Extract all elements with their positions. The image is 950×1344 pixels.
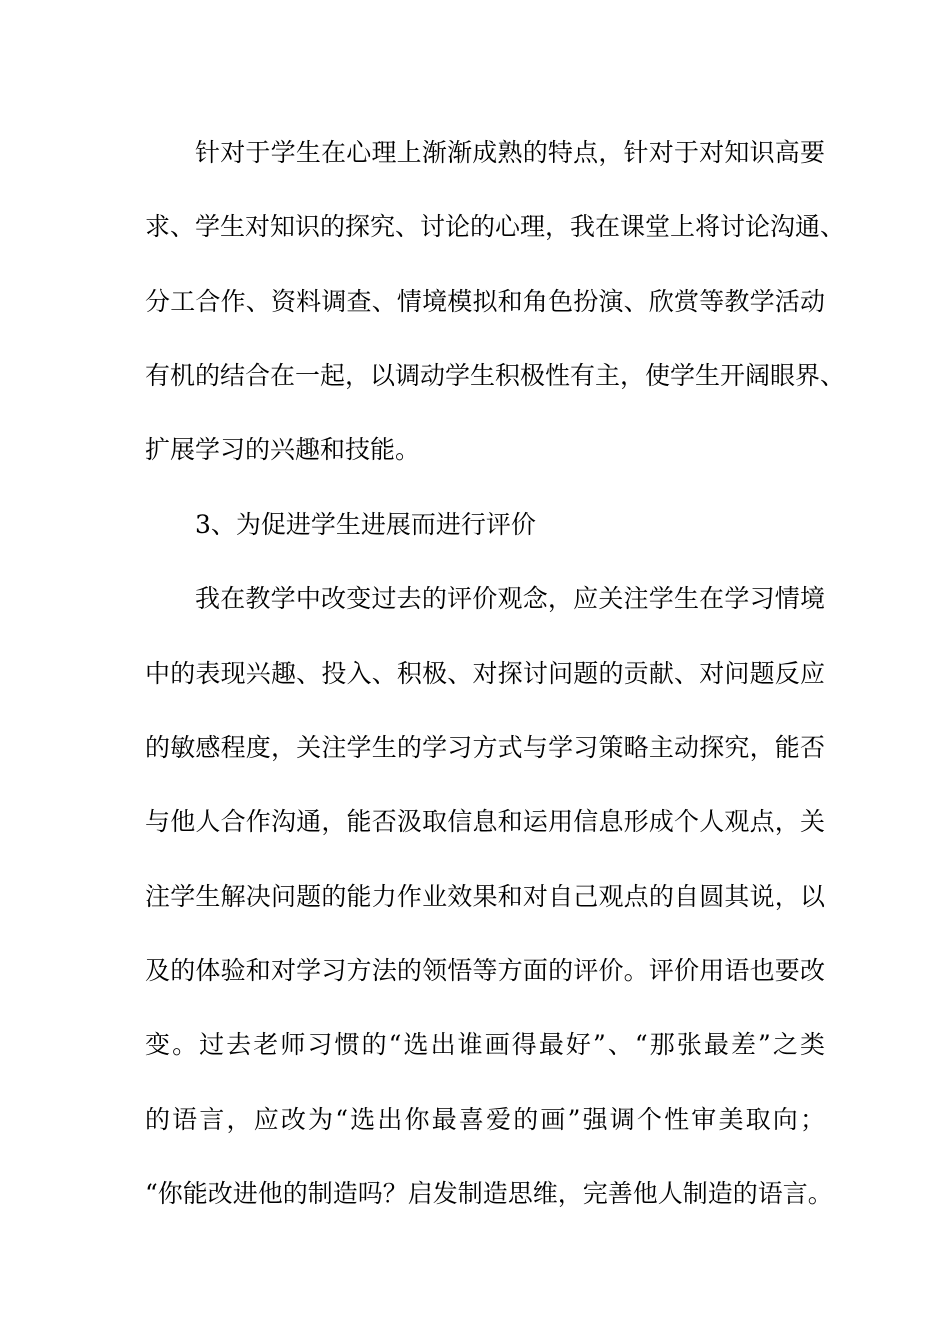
section-heading: 3、为促进学生进展而进行评价	[195, 510, 536, 539]
paragraph-2-line-1: 我在教学中改变过去的评价观念，应关注学生在学习情境	[195, 584, 825, 613]
paragraph-2-line-9: “你能改进他的制造吗？启发制造思维，完善他人制造的语言。	[145, 1179, 833, 1208]
paragraph-2-line-8: 的语言，应改为“选出你最喜爱的画”强调个性审美取向；	[145, 1105, 825, 1134]
paragraph-2-line-2: 中的表现兴趣、投入、积极、对探讨问题的贡献、对问题反应	[145, 659, 825, 688]
paragraph-1-line-2: 求、学生对知识的探究、讨论的心理，我在课堂上将讨论沟通、	[145, 212, 846, 241]
paragraph-1-line-3: 分工合作、资料调查、情境模拟和角色扮演、欣赏等教学活动	[145, 287, 825, 316]
paragraph-2-line-5: 注学生解决问题的能力作业效果和对自己观点的自圆其说，以	[145, 882, 825, 911]
paragraph-2-line-7: 变。过去老师习惯的“选出谁画得最好”、“那张最差”之类	[145, 1030, 825, 1059]
paragraph-2-line-3: 的敏感程度，关注学生的学习方式与学习策略主动探究，能否	[145, 733, 825, 762]
paragraph-1-line-5: 扩展学习的兴趣和技能。	[145, 435, 421, 464]
paragraph-1-line-1: 针对于学生在心理上渐渐成熟的特点，针对于对知识高要	[195, 138, 825, 167]
paragraph-2-line-6: 及的体验和对学习方法的领悟等方面的评价。评价用语也要改	[145, 956, 825, 985]
paragraph-2-line-4: 与他人合作沟通，能否汲取信息和运用信息形成个人观点，关	[145, 807, 825, 836]
paragraph-1-line-4: 有机的结合在一起，以调动学生积极性有主，使学生开阔眼界、	[145, 361, 846, 390]
